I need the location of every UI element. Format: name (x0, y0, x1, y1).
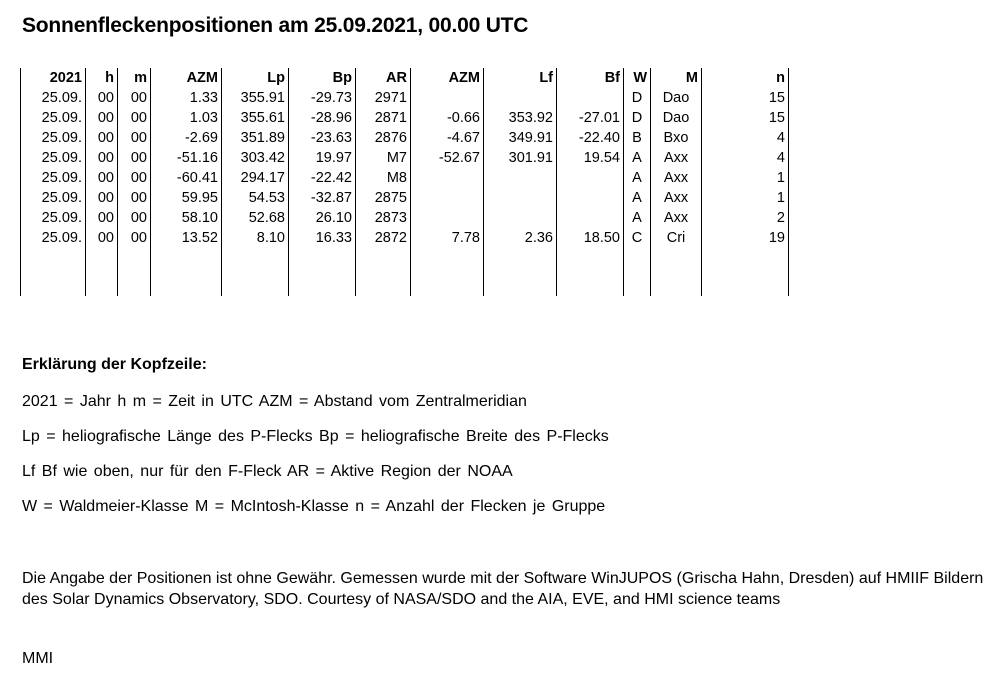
cell-bf (557, 208, 624, 228)
header-lp: Lp (222, 68, 289, 88)
header-ar: AR (356, 68, 411, 88)
cell-bf: 19.54 (557, 148, 624, 168)
cell-azm-f (411, 188, 484, 208)
cell-m: Axx (651, 188, 702, 208)
cell-minute: 00 (118, 168, 151, 188)
cell-lp: 294.17 (222, 168, 289, 188)
cell-m: Dao (651, 88, 702, 108)
cell-w: B (624, 128, 651, 148)
table-row (21, 168, 789, 188)
cell-bf (557, 88, 624, 108)
cell-n: 4 (702, 148, 789, 168)
table-filler-row (21, 268, 789, 296)
cell-azm-p: 1.03 (151, 108, 222, 128)
header-bp: Bp (289, 68, 356, 88)
legend-line-p-spot: Lp = heliografische Länge des P-Flecks Bp = heliografische Breite des P-Flecks (22, 428, 609, 445)
cell-hour: 00 (86, 168, 118, 188)
cell-azm-f: -52.67 (411, 148, 484, 168)
cell-ar: M8 (356, 168, 411, 188)
table-filler-row (21, 248, 789, 268)
cell-minute: 00 (118, 208, 151, 228)
author-signature: MMI (22, 650, 54, 667)
cell-n: 15 (702, 88, 789, 108)
cell-date: 25.09. (21, 108, 86, 128)
cell-lp: 8.10 (222, 228, 289, 248)
cell-date: 25.09. (21, 148, 86, 168)
cell-n: 1 (702, 188, 789, 208)
cell-azm-f: -4.67 (411, 128, 484, 148)
cell-minute: 00 (118, 228, 151, 248)
cell-minute: 00 (118, 108, 151, 128)
cell-m: Axx (651, 168, 702, 188)
cell-hour: 00 (86, 148, 118, 168)
cell-lf (484, 88, 557, 108)
cell-minute: 00 (118, 88, 151, 108)
cell-hour: 00 (86, 188, 118, 208)
cell-azm-f: 7.78 (411, 228, 484, 248)
legend-line-time: 2021 = Jahr h m = Zeit in UTC AZM = Abstand vom Zentralmeridian (22, 393, 527, 410)
sunspot-table-container (20, 68, 789, 296)
cell-lf (484, 168, 557, 188)
cell-bf: 18.50 (557, 228, 624, 248)
cell-lf: 2.36 (484, 228, 557, 248)
cell-lf: 349.91 (484, 128, 557, 148)
table-body (21, 88, 789, 296)
cell-bp: -32.87 (289, 188, 356, 208)
cell-ar: 2873 (356, 208, 411, 228)
cell-ar: 2871 (356, 108, 411, 128)
cell-m: Axx (651, 208, 702, 228)
cell-minute: 00 (118, 148, 151, 168)
cell-azm-p: -60.41 (151, 168, 222, 188)
header-year: 2021 (21, 68, 86, 88)
cell-azm-p: 59.95 (151, 188, 222, 208)
header-bf: Bf (557, 68, 624, 88)
header-n: n (702, 68, 789, 88)
cell-bp: 26.10 (289, 208, 356, 228)
cell-hour: 00 (86, 228, 118, 248)
sunspot-table (20, 68, 789, 296)
cell-w: A (624, 208, 651, 228)
cell-minute: 00 (118, 128, 151, 148)
page-title: Sonnenfleckenpositionen am 25.09.2021, 00.00 UTC (22, 14, 529, 37)
cell-ar: M7 (356, 148, 411, 168)
cell-n: 4 (702, 128, 789, 148)
legend-heading: Erklärung der Kopfzeile: (22, 356, 207, 373)
header-azm-p: AZM (151, 68, 222, 88)
cell-w: D (624, 108, 651, 128)
table-row (21, 128, 789, 148)
cell-date: 25.09. (21, 88, 86, 108)
table-row (21, 228, 789, 248)
cell-ar: 2872 (356, 228, 411, 248)
cell-lp: 54.53 (222, 188, 289, 208)
cell-bp: -22.42 (289, 168, 356, 188)
table-header-row (21, 68, 789, 88)
cell-bp: -23.63 (289, 128, 356, 148)
cell-lf (484, 208, 557, 228)
cell-hour: 00 (86, 208, 118, 228)
cell-bp: -29.73 (289, 88, 356, 108)
cell-hour: 00 (86, 88, 118, 108)
cell-date: 25.09. (21, 208, 86, 228)
cell-bf (557, 188, 624, 208)
cell-m: Cri (651, 228, 702, 248)
table-row (21, 188, 789, 208)
cell-w: A (624, 168, 651, 188)
cell-ar: 2875 (356, 188, 411, 208)
cell-n: 19 (702, 228, 789, 248)
cell-m: Dao (651, 108, 702, 128)
cell-hour: 00 (86, 128, 118, 148)
cell-w: C (624, 228, 651, 248)
cell-m: Axx (651, 148, 702, 168)
cell-n: 1 (702, 168, 789, 188)
cell-azm-f: -0.66 (411, 108, 484, 128)
cell-lf (484, 188, 557, 208)
cell-azm-p: 13.52 (151, 228, 222, 248)
cell-date: 25.09. (21, 188, 86, 208)
cell-lp: 355.91 (222, 88, 289, 108)
cell-lp: 52.68 (222, 208, 289, 228)
cell-ar: 2876 (356, 128, 411, 148)
header-minute: m (118, 68, 151, 88)
cell-lf: 301.91 (484, 148, 557, 168)
cell-lp: 303.42 (222, 148, 289, 168)
cell-azm-f (411, 168, 484, 188)
header-w: W (624, 68, 651, 88)
cell-m: Bxo (651, 128, 702, 148)
cell-bp: 16.33 (289, 228, 356, 248)
cell-w: D (624, 88, 651, 108)
cell-azm-p: -51.16 (151, 148, 222, 168)
cell-bp: -28.96 (289, 108, 356, 128)
cell-n: 2 (702, 208, 789, 228)
cell-azm-f (411, 88, 484, 108)
header-lf: Lf (484, 68, 557, 88)
cell-lf: 353.92 (484, 108, 557, 128)
table-row (21, 208, 789, 228)
cell-minute: 00 (118, 188, 151, 208)
table-row (21, 108, 789, 128)
cell-azm-p: -2.69 (151, 128, 222, 148)
cell-bf: -27.01 (557, 108, 624, 128)
cell-hour: 00 (86, 108, 118, 128)
cell-bf (557, 168, 624, 188)
cell-ar: 2971 (356, 88, 411, 108)
header-hour: h (86, 68, 118, 88)
cell-date: 25.09. (21, 228, 86, 248)
cell-bp: 19.97 (289, 148, 356, 168)
cell-bf: -22.40 (557, 128, 624, 148)
cell-azm-f (411, 208, 484, 228)
cell-lp: 355.61 (222, 108, 289, 128)
legend-line-classes: W = Waldmeier-Klasse M = McIntosh-Klasse n = Anzahl der Flecken je Gruppe (22, 498, 606, 515)
table-row (21, 88, 789, 108)
cell-n: 15 (702, 108, 789, 128)
legend-line-f-spot: Lf Bf wie oben, nur für den F-Fleck AR = Aktive Region der NOAA (22, 463, 513, 480)
cell-date: 25.09. (21, 168, 86, 188)
header-m: M (651, 68, 702, 88)
cell-w: A (624, 188, 651, 208)
table-row (21, 148, 789, 168)
header-azm-f: AZM (411, 68, 484, 88)
cell-date: 25.09. (21, 128, 86, 148)
cell-lp: 351.89 (222, 128, 289, 148)
disclaimer-note: Die Angabe der Positionen ist ohne Gewähr. Gemessen wurde mit der Software WinJUPOS (Grischa Hahn, Dresden) auf HMIIF Bildern des Solar Dynamics Observatory, SDO. Courtesy of NASA/SDO and the AIA, EVE, and HMI science teams (22, 570, 984, 608)
cell-azm-p: 58.10 (151, 208, 222, 228)
cell-azm-p: 1.33 (151, 88, 222, 108)
cell-w: A (624, 148, 651, 168)
